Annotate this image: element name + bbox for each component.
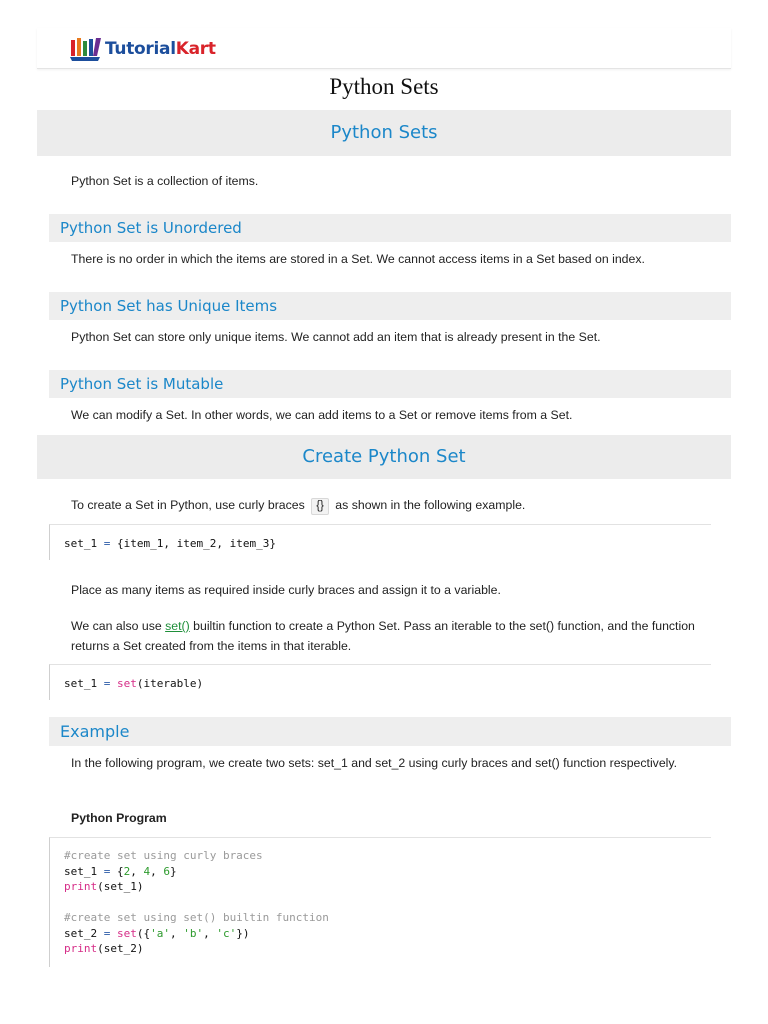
setfn-text-after: builtin function to create a Python Set. Pass an iterable to the set() function, and the function returns a Set created from the items in that iterable.	[71, 619, 695, 653]
python-program-label: Python Program	[71, 811, 167, 825]
heading-mutable: Python Set is Mutable	[49, 370, 731, 398]
site-header	[37, 28, 731, 69]
tutorialkart-logo[interactable]	[70, 36, 216, 62]
unordered-paragraph: There is no order in which the items are stored in a Set. We cannot access items in a Set based on index.	[71, 252, 645, 266]
setfn-text-before: We can also use	[71, 619, 162, 633]
code-line: print(set_2)	[64, 942, 144, 955]
set-function-link[interactable]: set()	[165, 619, 190, 633]
create-text-before: To create a Set in Python, use curly braces	[71, 498, 305, 512]
set-function-paragraph	[71, 616, 711, 656]
logo-icon	[70, 36, 102, 62]
place-items-paragraph: Place as many items as required inside curly braces and assign it to a variable.	[71, 583, 501, 597]
code-line: set_1 = {item_1, item_2, item_3}	[64, 537, 276, 550]
unique-paragraph: Python Set can store only unique items. We cannot add an item that is already present in the Set.	[71, 330, 601, 344]
section-heading-create-set: Create Python Set	[37, 435, 731, 479]
logo-text: TutorialKart	[105, 39, 216, 59]
code-comment: #create set using curly braces	[64, 849, 263, 862]
code-blank-line	[64, 895, 711, 911]
inline-code-braces: {}	[311, 498, 329, 515]
code-block-create-set	[49, 524, 711, 560]
create-text-after: as shown in the following example.	[335, 498, 526, 512]
code-line: set_1 = set(iterable)	[64, 677, 204, 690]
create-paragraph	[71, 495, 711, 515]
example-paragraph: In the following program, we create two sets: set_1 and set_2 using curly braces and set() function respectively.	[71, 756, 678, 770]
code-block-set-function	[49, 664, 711, 700]
mutable-paragraph: We can modify a Set. In other words, we can add items to a Set or remove items from a Set.	[71, 408, 573, 422]
document-title: Python Sets	[329, 74, 439, 99]
heading-unordered: Python Set is Unordered	[49, 214, 731, 242]
code-block-program	[49, 837, 711, 967]
heading-unique-items: Python Set has Unique Items	[49, 292, 731, 320]
section-heading-python-sets: Python Sets	[37, 110, 731, 156]
code-line: set_1 = {2, 4, 6}	[64, 864, 177, 878]
code-line: set_2 = set({'a', 'b', 'c'})	[64, 926, 250, 940]
code-line: print(set_1)	[64, 880, 144, 893]
heading-example: Example	[49, 717, 731, 746]
code-comment: #create set using set() builtin function	[64, 911, 329, 924]
intro-paragraph: Python Set is a collection of items.	[71, 174, 259, 188]
